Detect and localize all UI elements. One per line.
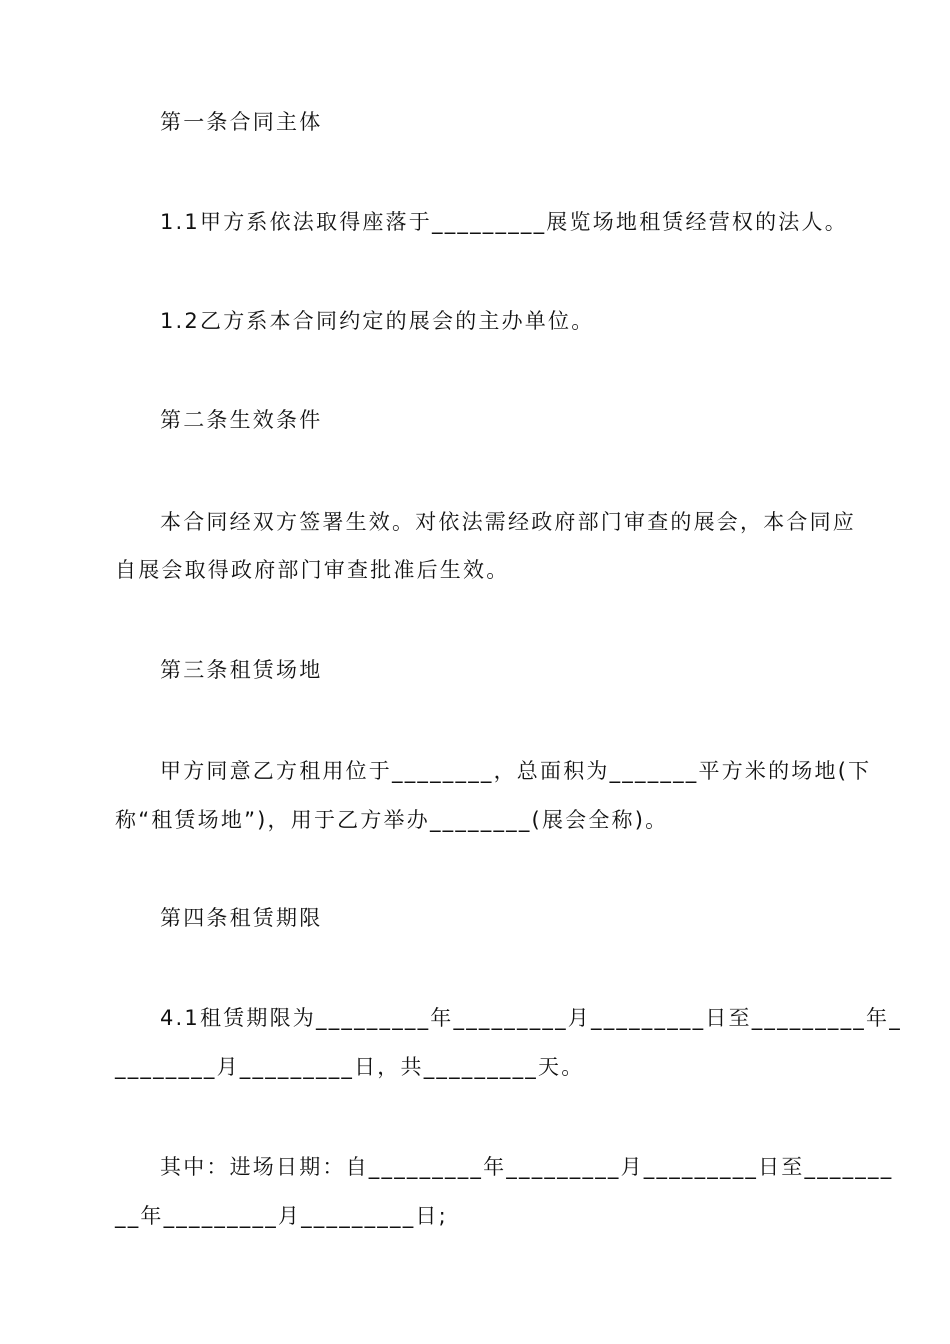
article-3-paragraph-line-1: 甲方同意乙方租用位于________，总面积为_______平方米的场地(下 [160,759,872,783]
entry-date-line-1: 其中：进场日期：自_________年_________月_________日至_______ [160,1155,894,1179]
article-4-heading: 第四条租赁期限 [160,906,323,930]
clause-1-1: 1.1甲方系依法取得座落于_________展览场地租赁经营权的法人。 [160,210,848,234]
clause-4-1-line-1: 4.1租赁期限为_________年_________月_________日至_________年_ [160,1006,902,1030]
article-2-heading: 第二条生效条件 [160,408,323,432]
entry-date-line-2: __年_________月_________日; [115,1204,448,1228]
article-3-paragraph-line-2: 称“租赁场地”)，用于乙方举办________(展会全称)。 [115,808,669,832]
article-1-heading: 第一条合同主体 [160,110,323,134]
article-3-heading: 第三条租赁场地 [160,658,323,682]
clause-4-1-line-2: ________月_________日，共_________天。 [115,1055,585,1079]
article-2-paragraph-line-2: 自展会取得政府部门审查批准后生效。 [115,558,510,582]
article-2-paragraph-line-1: 本合同经双方签署生效。对依法需经政府部门审查的展会，本合同应 [160,510,856,534]
clause-1-2: 1.2乙方系本合同约定的展会的主办单位。 [160,309,595,333]
